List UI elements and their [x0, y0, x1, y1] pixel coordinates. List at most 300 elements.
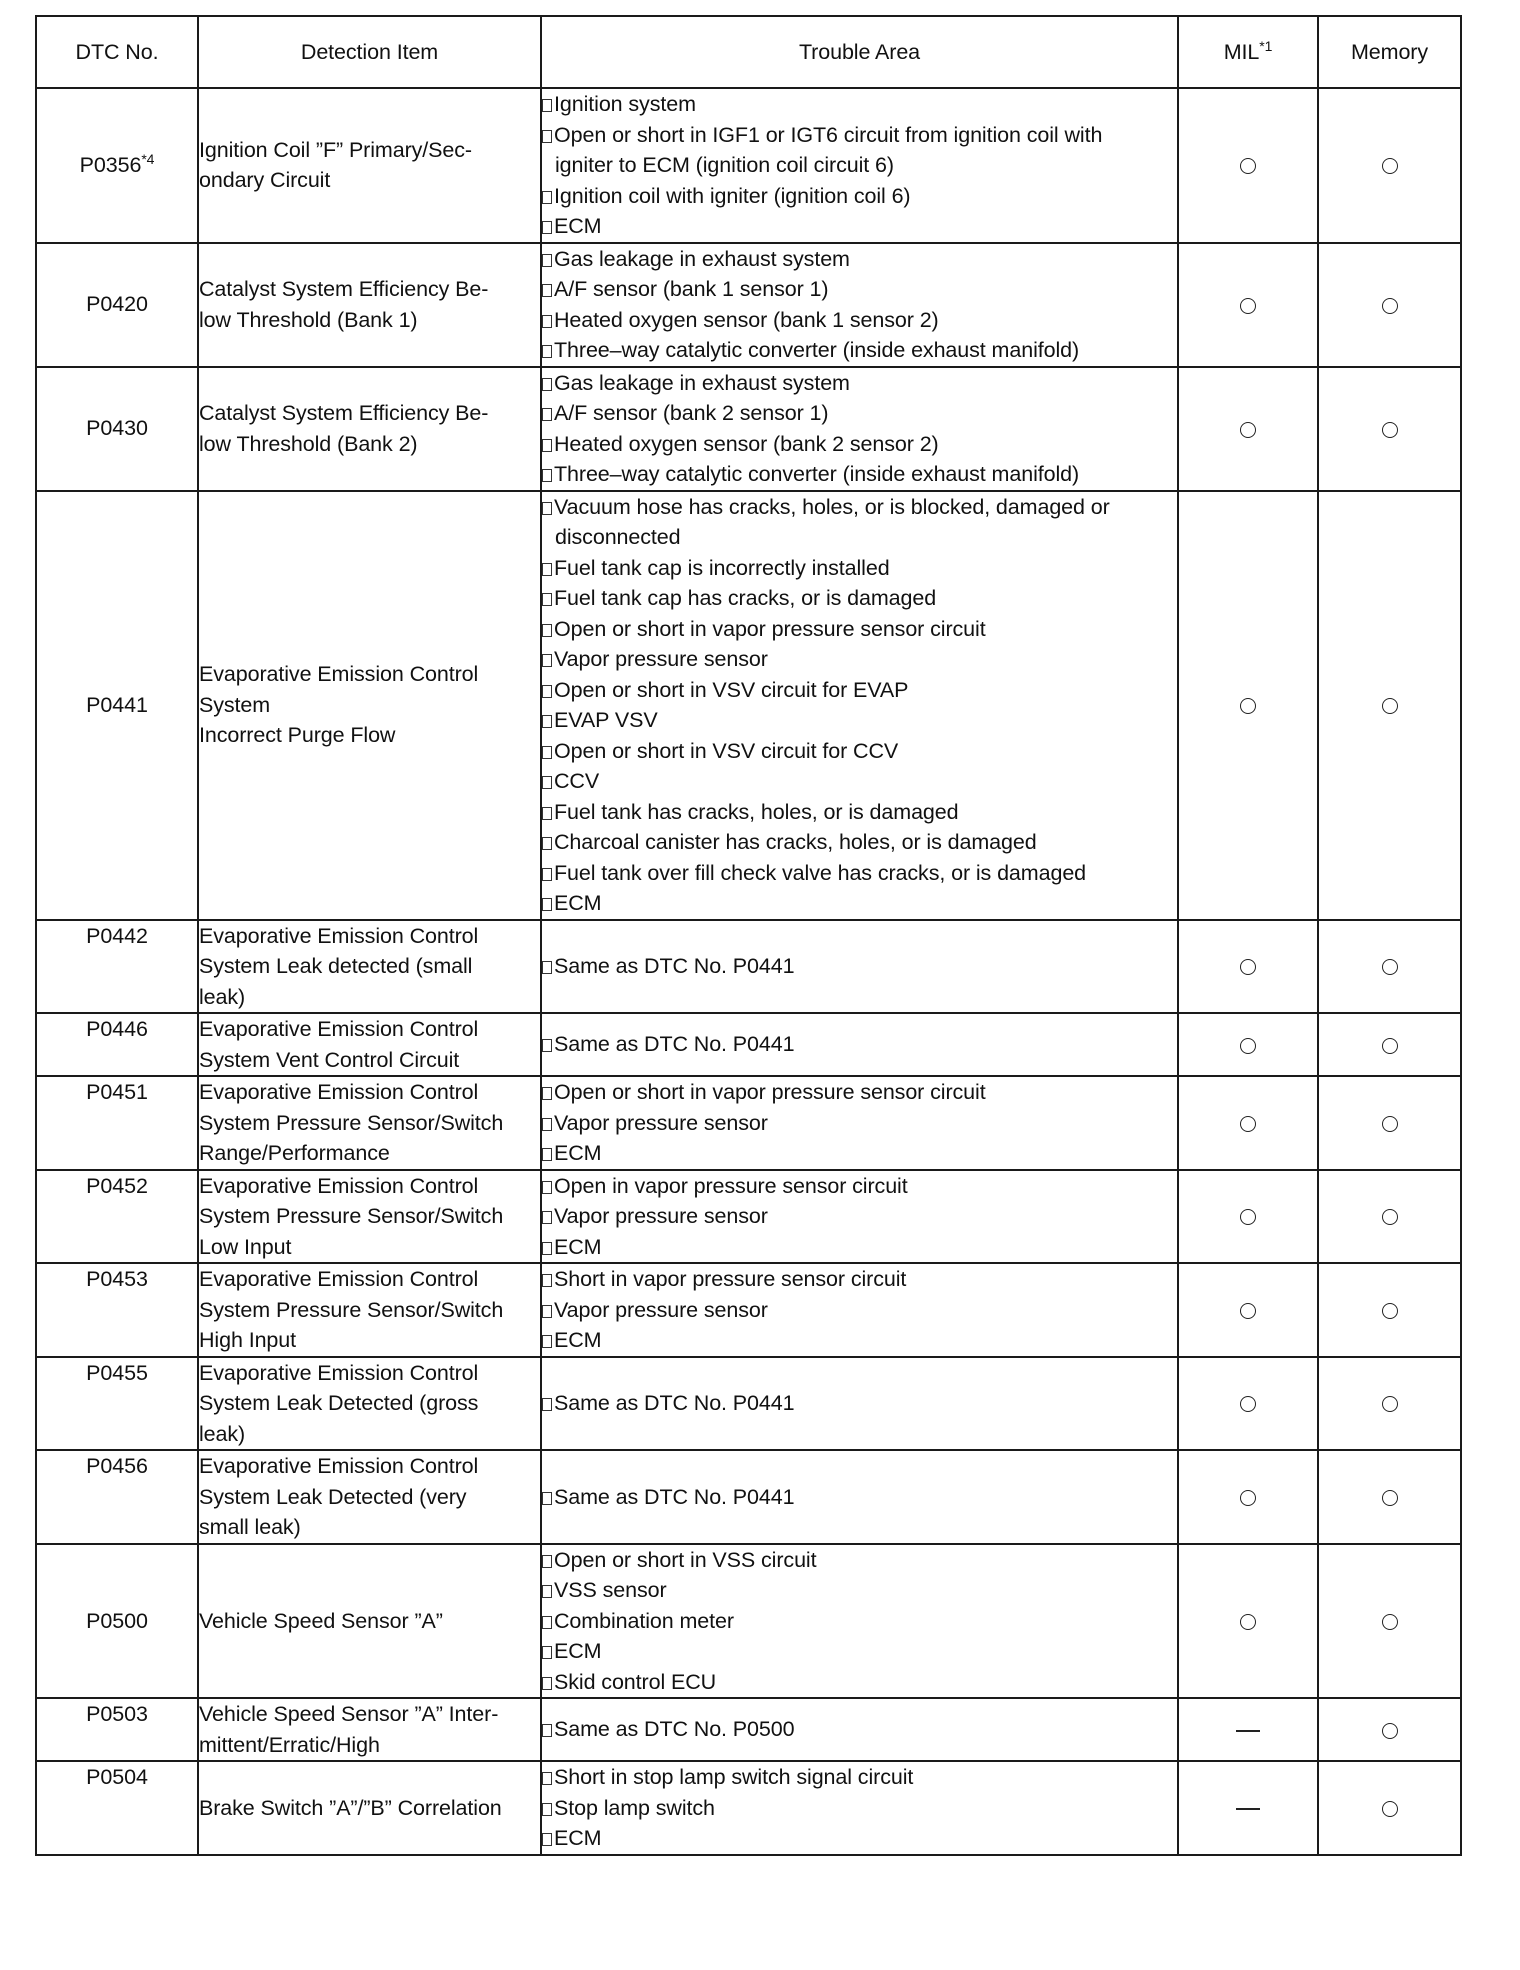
trouble-area-text: Open in vapor pressure sensor circuit [554, 1173, 908, 1198]
trouble-area-text: Three–way catalytic converter (inside exhaust manifold) [554, 462, 1080, 486]
trouble-area-item [542, 305, 1177, 336]
detection-item-cell [198, 920, 541, 1014]
bullet-square-icon [542, 1039, 552, 1052]
mil-cell [1178, 920, 1318, 1014]
table-row [36, 88, 1461, 243]
header-mil-footnote: *1 [1259, 37, 1273, 54]
trouble-area-cell [541, 88, 1178, 243]
bullet-square-icon [542, 191, 552, 204]
trouble-area-cell [541, 1076, 1178, 1170]
memory-circle-icon [1382, 1723, 1398, 1739]
memory-cell [1318, 1076, 1461, 1170]
trouble-area-text: A/F sensor (bank 1 sensor 1) [554, 277, 829, 301]
dtc-code: P0446 [86, 1017, 148, 1041]
trouble-area-text: ECM [554, 1234, 602, 1259]
detection-item-text: Catalyst System Efficiency Be- low Threshold (Bank 2) [199, 401, 489, 456]
bullet-square-icon [542, 439, 552, 452]
trouble-area-text: ECM [554, 214, 602, 238]
dtc-code-cell [36, 243, 198, 367]
trouble-area-text: Fuel tank cap is incorrectly installed [554, 555, 890, 580]
bullet-square-icon [542, 1772, 552, 1785]
memory-cell [1318, 367, 1461, 491]
detection-item-text: Catalyst System Efficiency Be- low Threshold (Bank 1) [199, 277, 489, 332]
trouble-area-item [542, 398, 1177, 429]
dtc-code: P0442 [86, 923, 148, 948]
bullet-square-icon [542, 284, 552, 297]
memory-circle-icon [1382, 959, 1398, 975]
trouble-area-text: Fuel tank over fill check valve has cracks, or is damaged [554, 860, 1087, 885]
trouble-area-cell [541, 1698, 1178, 1761]
dtc-code: P0453 [86, 1267, 148, 1291]
dtc-footnote: *4 [141, 150, 155, 167]
trouble-area-item [542, 553, 1177, 584]
mil-cell [1178, 243, 1318, 367]
table-row [36, 1761, 1461, 1855]
trouble-area-text: Combination meter [554, 1608, 734, 1633]
dtc-code-cell [36, 1544, 198, 1699]
trouble-area-item [542, 1295, 1177, 1326]
detection-item-text: Vehicle Speed Sensor ”A” Inter- mittent/Erratic/High [199, 1702, 499, 1757]
trouble-area-text: Same as DTC No. P0441 [554, 1484, 795, 1509]
dtc-code-cell [36, 1170, 198, 1264]
trouble-area-item [542, 1545, 1177, 1576]
trouble-area-text: Vapor pressure sensor [554, 1204, 768, 1228]
dtc-code-cell [36, 88, 198, 243]
mil-cell [1178, 1698, 1318, 1761]
trouble-area-item [542, 459, 1177, 490]
trouble-area-text: Heated oxygen sensor (bank 1 sensor 2) [554, 307, 939, 332]
trouble-area-text: Skid control ECU [554, 1669, 717, 1694]
trouble-area-item [542, 244, 1177, 275]
trouble-area-text: ECM [554, 1639, 602, 1663]
trouble-area-text: Gas leakage in exhaust system [554, 370, 850, 395]
trouble-area-item [542, 1714, 1177, 1745]
memory-circle-icon [1382, 1396, 1398, 1412]
trouble-area-item [542, 1762, 1177, 1793]
memory-circle-icon [1382, 1614, 1398, 1630]
trouble-area-item [542, 1388, 1177, 1419]
trouble-area-cell [541, 1170, 1178, 1264]
mil-cell [1178, 1263, 1318, 1357]
trouble-area-item [542, 1606, 1177, 1637]
mil-circle-icon [1240, 1396, 1256, 1412]
bullet-square-icon [542, 378, 552, 391]
bullet-square-icon [542, 408, 552, 421]
trouble-area-text: Same as DTC No. P0441 [554, 1391, 795, 1415]
header-mil [1178, 16, 1318, 88]
mil-circle-icon [1240, 298, 1256, 314]
bullet-square-icon [542, 1833, 552, 1846]
trouble-area-item [542, 1793, 1177, 1824]
trouble-area-item [542, 1325, 1177, 1356]
dtc-code: P0455 [86, 1360, 148, 1385]
detection-item-cell [198, 88, 541, 243]
trouble-area-item [542, 797, 1177, 828]
dtc-code-cell [36, 1761, 198, 1855]
bullet-square-icon [542, 1585, 552, 1598]
dtc-code: P0430 [86, 416, 148, 441]
dtc-table-body [36, 88, 1461, 1855]
table-row [36, 243, 1461, 367]
trouble-area-item [542, 1138, 1177, 1169]
trouble-area-item [542, 766, 1177, 797]
header-row [36, 16, 1461, 88]
table-row [36, 1544, 1461, 1699]
trouble-area-item [542, 1171, 1177, 1202]
memory-cell [1318, 1761, 1461, 1855]
trouble-area-item [542, 89, 1177, 120]
trouble-area-item [542, 492, 1177, 523]
mil-cell [1178, 88, 1318, 243]
bullet-square-icon [542, 1724, 552, 1737]
trouble-area-item [542, 1232, 1177, 1263]
trouble-area-text: Same as DTC No. P0500 [554, 1717, 795, 1742]
bullet-square-icon [542, 1087, 552, 1100]
bullet-square-icon [542, 1181, 552, 1194]
bullet-square-icon [542, 1398, 552, 1411]
mil-circle-icon [1240, 158, 1256, 174]
bullet-square-icon [542, 776, 552, 789]
trouble-area-item [542, 888, 1177, 919]
memory-cell [1318, 88, 1461, 243]
mil-cell [1178, 1761, 1318, 1855]
table-row [36, 1013, 1461, 1076]
memory-cell [1318, 1450, 1461, 1544]
mil-dash-icon [1236, 1730, 1260, 1732]
table-row [36, 1263, 1461, 1357]
dtc-code-cell [36, 920, 198, 1014]
memory-circle-icon [1382, 298, 1398, 314]
trouble-area-text: Same as DTC No. P0441 [554, 954, 795, 978]
bullet-square-icon [542, 315, 552, 328]
trouble-area-item [542, 1264, 1177, 1295]
bullet-square-icon [542, 221, 552, 234]
trouble-area-text: VSS sensor [554, 1578, 667, 1602]
header-dtc-no [36, 16, 198, 88]
trouble-area-cell [541, 1761, 1178, 1855]
dtc-code: P0503 [86, 1702, 148, 1726]
trouble-area-text: Three–way catalytic converter (inside exhaust manifold) [554, 338, 1080, 362]
trouble-area-text: ECM [554, 891, 602, 915]
memory-cell [1318, 1698, 1461, 1761]
trouble-area-text: ECM [554, 1826, 602, 1850]
trouble-area-text: Ignition coil with igniter (ignition coil 6) [554, 183, 911, 208]
dtc-code-cell [36, 1357, 198, 1451]
trouble-area-item [542, 120, 1177, 151]
bullet-square-icon [542, 1616, 552, 1629]
trouble-area-item [542, 675, 1177, 706]
dtc-code: P0420 [86, 292, 148, 317]
header-item-label: Detection Item [300, 39, 439, 64]
trouble-area-cell [541, 1013, 1178, 1076]
memory-cell [1318, 1544, 1461, 1699]
detection-item-cell [198, 1698, 541, 1761]
bullet-square-icon [542, 1274, 552, 1287]
trouble-area-item [542, 522, 1177, 553]
trouble-area-text: Heated oxygen sensor (bank 2 sensor 2) [554, 431, 939, 456]
bullet-square-icon [542, 898, 552, 911]
detection-item-text: Evaporative Emission Control System Pressure Sensor/Switch Low Input [199, 1173, 504, 1259]
trouble-area-cell [541, 491, 1178, 920]
trouble-area-text: Open or short in VSV circuit for CCV [554, 738, 899, 763]
bullet-square-icon [542, 624, 552, 637]
memory-cell [1318, 1013, 1461, 1076]
detection-item-cell [198, 1544, 541, 1699]
mil-cell [1178, 491, 1318, 920]
header-memory [1318, 16, 1461, 88]
dtc-code-cell [36, 1263, 198, 1357]
mil-circle-icon [1240, 959, 1256, 975]
trouble-area-item [542, 1029, 1177, 1060]
memory-circle-icon [1382, 1038, 1398, 1054]
trouble-area-item [542, 736, 1177, 767]
detection-item-cell [198, 367, 541, 491]
dtc-code: P0500 [86, 1608, 148, 1633]
mil-circle-icon [1240, 698, 1256, 714]
memory-circle-icon [1382, 422, 1398, 438]
detection-item-text: Evaporative Emission Control System Pressure Sensor/Switch Range/Performance [199, 1080, 504, 1165]
trouble-area-item [542, 1201, 1177, 1232]
bullet-square-icon [542, 868, 552, 881]
detection-item-cell [198, 1761, 541, 1855]
memory-circle-icon [1382, 1303, 1398, 1319]
trouble-area-text: Stop lamp switch [554, 1795, 715, 1820]
trouble-area-item [542, 951, 1177, 982]
memory-cell [1318, 243, 1461, 367]
mil-cell [1178, 1170, 1318, 1264]
trouble-area-item [542, 1482, 1177, 1513]
trouble-area-item [542, 827, 1177, 858]
detection-item-text: Vehicle Speed Sensor ”A” [199, 1608, 443, 1633]
trouble-area-text: Same as DTC No. P0441 [554, 1032, 795, 1057]
mil-circle-icon [1240, 1303, 1256, 1319]
trouble-area-text: igniter to ECM (ignition coil circuit 6) [555, 153, 894, 177]
mil-circle-icon [1240, 1116, 1256, 1132]
trouble-area-text: Fuel tank cap has cracks, or is damaged [554, 586, 937, 610]
bullet-square-icon [542, 1555, 552, 1568]
trouble-area-cell [541, 1263, 1178, 1357]
trouble-area-cell [541, 1450, 1178, 1544]
header-trouble-area [541, 16, 1178, 88]
bullet-square-icon [542, 1242, 552, 1255]
bullet-square-icon [542, 254, 552, 267]
trouble-area-text: Open or short in vapor pressure sensor circuit [554, 616, 986, 641]
bullet-square-icon [542, 715, 552, 728]
trouble-area-item [542, 274, 1177, 305]
dtc-code-cell [36, 1450, 198, 1544]
table-row [36, 1357, 1461, 1451]
dtc-code: P0504 [86, 1765, 148, 1789]
trouble-area-text: ECM [554, 1328, 602, 1352]
bullet-square-icon [542, 1677, 552, 1690]
bullet-square-icon [542, 961, 552, 974]
trouble-area-cell [541, 920, 1178, 1014]
bullet-square-icon [542, 345, 552, 358]
dtc-code: P0441 [86, 692, 148, 717]
trouble-area-text: Open or short in IGF1 or IGT6 circuit from ignition coil with [554, 122, 1103, 147]
bullet-square-icon [542, 654, 552, 667]
header-trouble-label: Trouble Area [798, 39, 921, 64]
trouble-area-text: Gas leakage in exhaust system [554, 246, 850, 271]
mil-circle-icon [1240, 1490, 1256, 1506]
memory-circle-icon [1382, 158, 1398, 174]
trouble-area-text: ECM [554, 1141, 602, 1165]
mil-circle-icon [1240, 1038, 1256, 1054]
mil-circle-icon [1240, 1209, 1256, 1225]
detection-item-cell [198, 491, 541, 920]
detection-item-cell [198, 1170, 541, 1264]
detection-item-cell [198, 1013, 541, 1076]
mil-circle-icon [1240, 422, 1256, 438]
detection-item-text: Evaporative Emission Control System Pressure Sensor/Switch High Input [199, 1267, 504, 1352]
trouble-area-text: CCV [554, 769, 600, 793]
trouble-area-item [542, 368, 1177, 399]
bullet-square-icon [542, 1211, 552, 1224]
dtc-code-cell [36, 367, 198, 491]
trouble-area-item [542, 705, 1177, 736]
detection-item-text: Evaporative Emission Control System Incorrect Purge Flow [199, 662, 479, 748]
trouble-area-cell [541, 1357, 1178, 1451]
detection-item-text: Evaporative Emission Control System Leak Detected (very small leak) [199, 1454, 479, 1539]
trouble-area-text: Vapor pressure sensor [554, 647, 768, 671]
trouble-area-text: Fuel tank has cracks, holes, or is damaged [554, 799, 959, 824]
bullet-square-icon [542, 1118, 552, 1131]
dtc-code-cell [36, 1698, 198, 1761]
bullet-square-icon [542, 746, 552, 759]
trouble-area-text: Open or short in VSS circuit [554, 1547, 817, 1572]
detection-item-cell [198, 243, 541, 367]
memory-circle-icon [1382, 1490, 1398, 1506]
trouble-area-item [542, 644, 1177, 675]
bullet-square-icon [542, 1335, 552, 1348]
trouble-area-text: Charcoal canister has cracks, holes, or is damaged [554, 830, 1037, 854]
trouble-area-item [542, 150, 1177, 181]
detection-item-text: Evaporative Emission Control System Leak detected (small leak) [199, 923, 479, 1009]
detection-item-text: Evaporative Emission Control System Leak Detected (gross leak) [199, 1360, 479, 1446]
trouble-area-cell [541, 1544, 1178, 1699]
dtc-code-cell [36, 1076, 198, 1170]
mil-cell [1178, 1076, 1318, 1170]
memory-circle-icon [1382, 1209, 1398, 1225]
trouble-area-item [542, 211, 1177, 242]
dtc-code: P0452 [86, 1173, 148, 1198]
dtc-code-cell [36, 491, 198, 920]
trouble-area-text: Ignition system [554, 92, 696, 116]
dtc-table-page [35, 15, 1462, 1856]
trouble-area-cell [541, 243, 1178, 367]
memory-cell [1318, 920, 1461, 1014]
bullet-square-icon [542, 685, 552, 698]
trouble-area-text: A/F sensor (bank 2 sensor 1) [554, 401, 829, 425]
trouble-area-item [542, 858, 1177, 889]
mil-cell [1178, 1544, 1318, 1699]
bullet-square-icon [542, 130, 552, 143]
table-row [36, 1698, 1461, 1761]
trouble-area-item [542, 181, 1177, 212]
table-row [36, 1450, 1461, 1544]
memory-cell [1318, 1170, 1461, 1264]
detection-item-text: Brake Switch ”A”/”B” Correlation [199, 1795, 502, 1820]
detection-item-cell [198, 1450, 541, 1544]
trouble-area-item [542, 583, 1177, 614]
memory-cell [1318, 491, 1461, 920]
mil-cell [1178, 1013, 1318, 1076]
trouble-area-text: disconnected [555, 525, 681, 549]
bullet-square-icon [542, 1492, 552, 1505]
trouble-area-text: Short in vapor pressure sensor circuit [554, 1267, 907, 1291]
trouble-area-cell [541, 367, 1178, 491]
detection-item-cell [198, 1263, 541, 1357]
header-memory-label: Memory [1350, 39, 1429, 64]
bullet-square-icon [542, 469, 552, 482]
mil-cell [1178, 1450, 1318, 1544]
dtc-code: P0451 [86, 1080, 148, 1104]
bullet-square-icon [542, 1305, 552, 1318]
bullet-square-icon [542, 1803, 552, 1816]
header-dtc-label: DTC No. [75, 39, 159, 64]
memory-circle-icon [1382, 1801, 1398, 1817]
header-mil-label: MIL [1223, 39, 1260, 64]
trouble-area-text: Short in stop lamp switch signal circuit [554, 1765, 914, 1789]
trouble-area-item [542, 1823, 1177, 1854]
trouble-area-item [542, 335, 1177, 366]
table-row [36, 491, 1461, 920]
bullet-square-icon [542, 502, 552, 515]
mil-cell [1178, 1357, 1318, 1451]
table-row [36, 920, 1461, 1014]
trouble-area-text: Vapor pressure sensor [554, 1110, 768, 1135]
mil-cell [1178, 367, 1318, 491]
table-row [36, 1170, 1461, 1264]
detection-item-text: Ignition Coil ”F” Primary/Sec- ondary Circuit [199, 137, 472, 193]
bullet-square-icon [542, 807, 552, 820]
trouble-area-item [542, 614, 1177, 645]
mil-circle-icon [1240, 1614, 1256, 1630]
memory-cell [1318, 1263, 1461, 1357]
bullet-square-icon [542, 837, 552, 850]
memory-circle-icon [1382, 698, 1398, 714]
table-row [36, 367, 1461, 491]
trouble-area-item [542, 1077, 1177, 1108]
dtc-code-cell [36, 1013, 198, 1076]
trouble-area-text: EVAP VSV [554, 708, 658, 732]
bullet-square-icon [542, 1646, 552, 1659]
trouble-area-text: Open or short in VSV circuit for EVAP [554, 677, 909, 702]
dtc-code: P0356 [79, 153, 142, 177]
trouble-area-item [542, 1108, 1177, 1139]
trouble-area-text: Open or short in vapor pressure sensor circuit [554, 1080, 986, 1104]
trouble-area-item [542, 429, 1177, 460]
header-detection-item [198, 16, 541, 88]
trouble-area-text: Vacuum hose has cracks, holes, or is blocked, damaged or [554, 494, 1110, 519]
mil-dash-icon [1236, 1808, 1260, 1810]
dtc-table [35, 15, 1462, 1856]
trouble-area-item [542, 1667, 1177, 1698]
trouble-area-text: Vapor pressure sensor [554, 1297, 768, 1322]
bullet-square-icon [542, 563, 552, 576]
bullet-square-icon [542, 593, 552, 606]
memory-cell [1318, 1357, 1461, 1451]
table-row [36, 1076, 1461, 1170]
memory-circle-icon [1382, 1116, 1398, 1132]
bullet-square-icon [542, 99, 552, 112]
detection-item-cell [198, 1076, 541, 1170]
detection-item-text: Evaporative Emission Control System Vent Control Circuit [199, 1017, 479, 1072]
bullet-square-icon [542, 1148, 552, 1161]
trouble-area-item [542, 1575, 1177, 1606]
trouble-area-item [542, 1636, 1177, 1667]
dtc-code: P0456 [86, 1454, 148, 1478]
